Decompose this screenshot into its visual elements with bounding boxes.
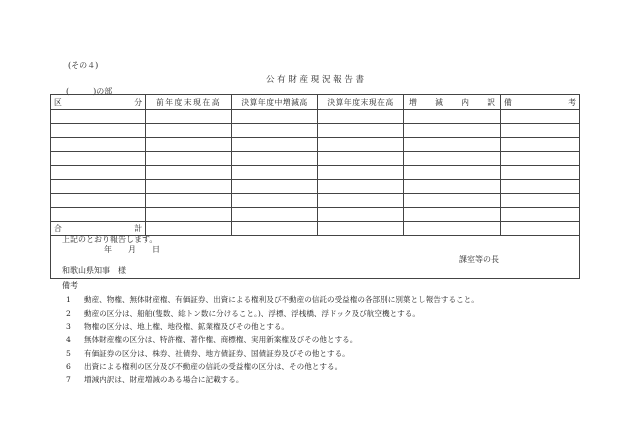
table-cell[interactable] — [318, 138, 404, 152]
table-row — [51, 208, 580, 222]
note-number: 1 — [66, 295, 71, 304]
note-number: 2 — [66, 309, 71, 318]
table-cell[interactable] — [51, 208, 146, 222]
note-text: 動産の区分は、船舶(隻数、総トン数に分けること。)、浮標、浮桟橋、浮ドック及び航空機とする。 — [84, 309, 420, 318]
note-item — [66, 348, 350, 359]
table-cell[interactable] — [404, 110, 501, 124]
header-remarks-2: 考 — [568, 97, 576, 107]
note-number: 7 — [66, 375, 71, 384]
table-cell[interactable] — [318, 180, 404, 194]
table-cell[interactable] — [51, 180, 146, 194]
table-row — [51, 124, 580, 138]
table-cell[interactable] — [501, 110, 580, 124]
note-number: 6 — [66, 362, 71, 371]
table-cell[interactable] — [501, 180, 580, 194]
department-line: ( )の部 — [66, 87, 113, 96]
header-category-left: 区 — [54, 97, 62, 107]
table-cell[interactable] — [146, 110, 232, 124]
report-date: 年 月 日 — [104, 245, 160, 254]
table-cell[interactable] — [404, 194, 501, 208]
note-item — [66, 308, 420, 319]
table-cell[interactable] — [501, 194, 580, 208]
table-cell[interactable] — [146, 194, 232, 208]
table-cell[interactable] — [51, 110, 146, 124]
header-change-detail — [404, 95, 501, 110]
property-table — [50, 94, 580, 236]
header-category — [51, 95, 146, 110]
table-row — [51, 138, 580, 152]
header-prev-year-end: 前年度末現在高 — [146, 95, 232, 110]
note-item — [66, 321, 289, 332]
document-title: 公 有 財 産 現 況 報 告 書 — [265, 75, 365, 85]
total-label-left: 合 — [54, 224, 62, 233]
header-change-detail-3: 内 — [461, 97, 469, 107]
table-cell[interactable] — [404, 166, 501, 180]
table-cell[interactable] — [501, 208, 580, 222]
note-number: 4 — [66, 335, 71, 344]
table-row — [51, 180, 580, 194]
report-statement-box — [50, 225, 580, 279]
note-item — [66, 334, 357, 345]
table-cell[interactable] — [501, 166, 580, 180]
note-text: 動産、物権、無体財産権、有価証券、出資による権利及び不動産の信託の受益権の各部別に別葉とし報告すること。 — [84, 295, 479, 304]
header-settlement-change: 決算年度中増減高 — [232, 95, 318, 110]
table-cell[interactable] — [51, 152, 146, 166]
table-row — [51, 110, 580, 124]
table-cell[interactable] — [146, 166, 232, 180]
header-remarks-1: 備 — [504, 97, 512, 107]
notes-heading: 備考 — [62, 281, 78, 290]
table-cell[interactable] — [318, 110, 404, 124]
table-cell[interactable] — [232, 208, 318, 222]
table-cell[interactable] — [318, 166, 404, 180]
table-cell[interactable] — [146, 180, 232, 194]
total-label-right: 計 — [134, 224, 142, 233]
table-cell[interactable] — [232, 194, 318, 208]
table-cell[interactable] — [404, 208, 501, 222]
header-settlement-end: 決算年度末現在高 — [318, 95, 404, 110]
table-cell[interactable] — [404, 152, 501, 166]
table-row — [51, 166, 580, 180]
table-cell[interactable] — [501, 152, 580, 166]
table-cell[interactable] — [146, 138, 232, 152]
report-statement: 上記のとおり報告します。 — [62, 235, 158, 244]
table-cell[interactable] — [404, 124, 501, 138]
table-cell[interactable] — [232, 138, 318, 152]
table-cell[interactable] — [146, 152, 232, 166]
table-cell[interactable] — [404, 180, 501, 194]
table-cell[interactable] — [51, 124, 146, 138]
note-number: 5 — [66, 349, 71, 358]
table-cell[interactable] — [501, 138, 580, 152]
table-cell[interactable] — [232, 180, 318, 194]
note-text: 増減内訳は、財産増減のある場合に記載する。 — [84, 375, 244, 384]
table-cell[interactable] — [146, 124, 232, 138]
table-cell[interactable] — [318, 208, 404, 222]
table-cell[interactable] — [232, 152, 318, 166]
note-text: 出資による権利の区分及び不動産の信託の受益権の区分は、その他とする。 — [84, 362, 343, 371]
table-cell[interactable] — [51, 166, 146, 180]
note-item — [66, 374, 243, 385]
table-cell[interactable] — [146, 208, 232, 222]
report-addressee: 和歌山県知事 様 — [62, 266, 126, 275]
note-text: 有価証券の区分は、株券、社債券、地方債証券、国債証券及びその他とする。 — [84, 349, 350, 358]
table-row — [51, 194, 580, 208]
header-change-detail-1: 増 — [409, 97, 417, 107]
table-cell[interactable] — [501, 124, 580, 138]
table-cell[interactable] — [404, 138, 501, 152]
note-item — [66, 361, 342, 372]
form-number: (その４) — [68, 61, 99, 70]
note-number: 3 — [66, 322, 71, 331]
table-cell[interactable] — [232, 166, 318, 180]
table-cell[interactable] — [318, 152, 404, 166]
header-category-right: 分 — [134, 97, 142, 107]
report-sender: 課室等の長 — [459, 255, 499, 264]
table-cell[interactable] — [232, 124, 318, 138]
note-item — [66, 294, 479, 305]
table-cell[interactable] — [51, 194, 146, 208]
table-cell[interactable] — [318, 194, 404, 208]
table-header-row — [51, 95, 580, 110]
header-change-detail-4: 訳 — [487, 97, 495, 107]
table-cell[interactable] — [51, 138, 146, 152]
header-remarks — [501, 95, 580, 110]
table-cell[interactable] — [318, 124, 404, 138]
note-text: 物権の区分は、地上権、地役権、鉱業権及びその他とする。 — [84, 322, 290, 331]
note-text: 無体財産権の区分は、特許権、著作権、商標権、実用新案権及びその他とする。 — [84, 335, 358, 344]
header-change-detail-2: 減 — [435, 97, 443, 107]
table-row — [51, 152, 580, 166]
table-cell[interactable] — [232, 110, 318, 124]
